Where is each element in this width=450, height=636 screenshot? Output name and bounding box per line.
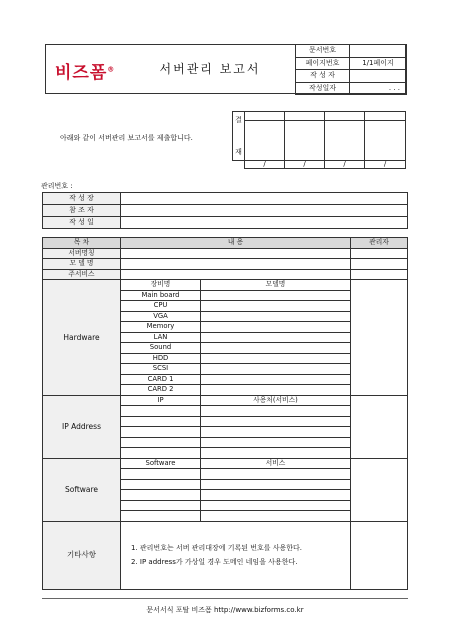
software-field[interactable] — [121, 479, 201, 490]
footer-text: 문서서식 포탈 비즈폼 http://www.bizforms.co.kr — [146, 606, 304, 614]
meta-value[interactable] — [350, 70, 407, 83]
submission-statement: 아래와 같이 서버관리 보고서를 제출합니다. — [60, 134, 193, 142]
meta-label: 문서번호 — [296, 45, 350, 58]
row-label-model: 모 델 명 — [43, 259, 121, 270]
hardware-model-field[interactable] — [201, 290, 351, 301]
hardware-item: VGA — [121, 311, 201, 322]
field-manager[interactable] — [351, 248, 408, 259]
software-field[interactable] — [121, 500, 201, 511]
software-header-service: 서비스 — [201, 458, 351, 469]
document-meta-table — [295, 44, 407, 95]
meta-value[interactable]: . . . — [350, 82, 407, 95]
approval-sign-cell[interactable] — [285, 121, 325, 161]
approval-date-cell[interactable]: / — [365, 161, 406, 169]
meta-label: 페이지번호 — [296, 57, 350, 70]
hardware-model-field[interactable] — [201, 353, 351, 364]
approval-title-cell[interactable] — [285, 112, 325, 121]
info-label: 참 조 자 — [43, 205, 121, 217]
column-header-manager: 관리자 — [351, 238, 408, 249]
info-label: 작 성 일 — [43, 217, 121, 229]
hardware-model-field[interactable] — [201, 301, 351, 312]
section-label-hardware: Hardware — [43, 280, 121, 396]
hardware-model-field[interactable] — [201, 343, 351, 354]
ip-field[interactable] — [121, 437, 201, 448]
software-field[interactable] — [121, 511, 201, 522]
info-label: 작 성 장 — [43, 193, 121, 205]
ip-header-ip: IP — [121, 395, 201, 406]
hardware-model-field[interactable] — [201, 364, 351, 375]
approval-sign-cell[interactable] — [325, 121, 365, 161]
approval-sign-cell[interactable] — [245, 121, 285, 161]
software-service-field[interactable] — [201, 469, 351, 480]
meta-label: 작성일자 — [296, 82, 350, 95]
info-value[interactable] — [121, 193, 408, 205]
ip-usage-field[interactable] — [201, 427, 351, 438]
approval-title-cell[interactable] — [245, 112, 285, 121]
approval-label: 결 재 — [233, 112, 245, 161]
note-line: 1. 관리번호는 서버 관리대장에 기록된 번호를 사용한다. — [131, 544, 303, 552]
hardware-model-field[interactable] — [201, 374, 351, 385]
ip-usage-field[interactable] — [201, 416, 351, 427]
ip-header-usage: 사용처(서비스) — [201, 395, 351, 406]
hardware-model-field[interactable] — [201, 322, 351, 333]
ip-field[interactable] — [121, 406, 201, 417]
server-report-table — [42, 237, 408, 590]
section-label-notes: 기타사항 — [43, 521, 121, 589]
row-label-server-name: 서버명칭 — [43, 248, 121, 259]
field-manager-software[interactable] — [351, 458, 408, 521]
hardware-item: LAN — [121, 332, 201, 343]
ip-usage-field[interactable] — [201, 448, 351, 459]
approval-date-cell[interactable]: / — [245, 161, 285, 169]
hardware-item: Memory — [121, 322, 201, 333]
approval-date-cell[interactable]: / — [325, 161, 365, 169]
hardware-item: Sound — [121, 343, 201, 354]
hardware-model-field[interactable] — [201, 311, 351, 322]
field-manager-ip[interactable] — [351, 395, 408, 458]
hardware-item: CPU — [121, 301, 201, 312]
ip-field[interactable] — [121, 448, 201, 459]
hardware-model-field[interactable] — [201, 385, 351, 396]
field-manager[interactable] — [351, 269, 408, 280]
ip-usage-field[interactable] — [201, 437, 351, 448]
column-header-details: 내 용 — [121, 238, 351, 249]
hardware-item: Main board — [121, 290, 201, 301]
info-value[interactable] — [121, 217, 408, 229]
author-info-table — [42, 192, 408, 229]
management-number-label: 관리번호 : — [41, 182, 73, 190]
approval-title-cell[interactable] — [325, 112, 365, 121]
hardware-item: CARD 2 — [121, 385, 201, 396]
hardware-item: CARD 1 — [121, 374, 201, 385]
hardware-item: SCSI — [121, 364, 201, 375]
note-line: 2. IP address가 가상일 경우 도메인 네임을 사용한다. — [131, 558, 298, 566]
approval-title-cell[interactable] — [365, 112, 406, 121]
footer-divider — [42, 598, 408, 599]
software-service-field[interactable] — [201, 479, 351, 490]
software-service-field[interactable] — [201, 490, 351, 501]
page-title: 서버관리 보고서 — [159, 62, 261, 76]
ip-field[interactable] — [121, 427, 201, 438]
notes-content[interactable] — [121, 521, 351, 589]
field-main-service[interactable] — [121, 269, 351, 280]
row-label-main-service: 주서비스 — [43, 269, 121, 280]
section-label-software: Software — [43, 458, 121, 521]
hardware-header-model: 모델명 — [201, 280, 351, 291]
column-header-contents: 목 차 — [43, 238, 121, 249]
section-label-ip-address: IP Address — [43, 395, 121, 458]
field-manager[interactable] — [351, 259, 408, 270]
field-manager-notes[interactable] — [351, 521, 408, 589]
approval-box — [232, 111, 406, 169]
approval-sign-cell[interactable] — [365, 121, 406, 161]
ip-field[interactable] — [121, 416, 201, 427]
hardware-item: HDD — [121, 353, 201, 364]
bizforms-logo: 비즈폼® — [55, 63, 116, 83]
hardware-header-device: 장비명 — [121, 280, 201, 291]
meta-value[interactable] — [350, 45, 407, 58]
software-service-field[interactable] — [201, 500, 351, 511]
field-server-name[interactable] — [121, 248, 351, 259]
approval-date-cell[interactable]: / — [285, 161, 325, 169]
software-field[interactable] — [121, 469, 201, 480]
meta-value[interactable]: 1/1페이지 — [350, 57, 407, 70]
ip-usage-field[interactable] — [201, 406, 351, 417]
software-service-field[interactable] — [201, 511, 351, 522]
field-model[interactable] — [121, 259, 351, 270]
software-header-name: Software — [121, 458, 201, 469]
meta-label: 작 성 자 — [296, 70, 350, 83]
info-value[interactable] — [121, 205, 408, 217]
field-manager-hardware[interactable] — [351, 280, 408, 396]
hardware-model-field[interactable] — [201, 332, 351, 343]
software-field[interactable] — [121, 490, 201, 501]
